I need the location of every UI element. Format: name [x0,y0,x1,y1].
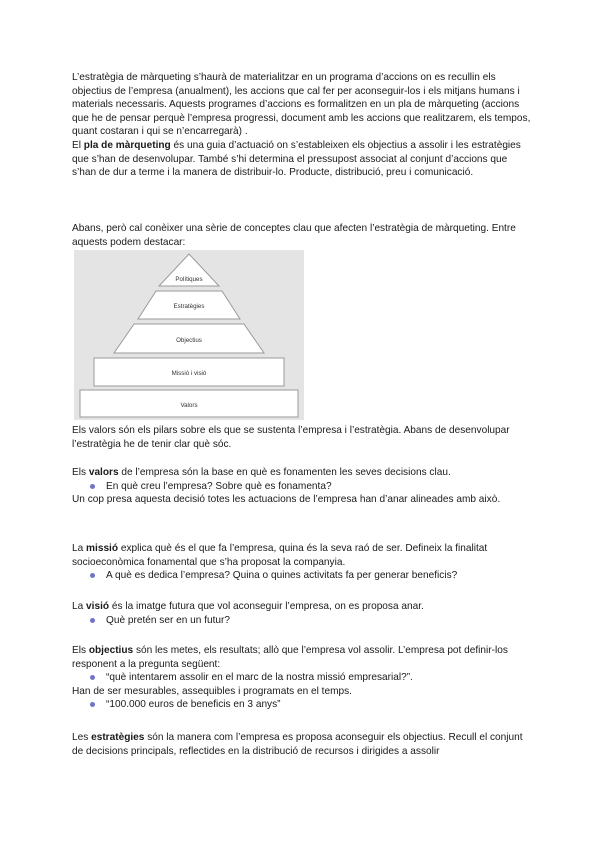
pyramid-diagram [74,250,304,420]
objectius-bullet-example: “100.000 euros de beneficis en 3 anys” [72,698,532,712]
valors-bullet: En què creu l’empresa? Sobre què es fonamenta? [72,480,532,494]
section-missio [72,542,532,583]
section-objectius [72,644,532,712]
paragraph-pilars-block [72,424,532,451]
paragraph-programa-accions: L’estratègia de màrqueting s’haurà de materialitzar en un programa d’accions on es recullin els objectius de l’empresa (anualment), les accions que cal fer per aconseguir-los i els mitjans humans i materials necessaris. Aquests programes d’accions es formalitzen en un pla de màrqueting (accions que he de pensar perquè l’empresa progressi, document amb les accions que realitzarem, els tempos, quant costaran i qui se n’encarregarà) . [72,72,531,138]
section-estrategies [72,731,532,758]
objectius-after: Han de ser mesurables, assequibles i programats en el temps. [72,685,352,697]
intro-block [72,71,532,180]
missio-bullet: A què es dedica l’empresa? Quina o quines activitats fa per generar beneficis? [72,569,532,583]
paragraph-pla-marqueting: El pla de màrqueting és una guia d’actuació on s’estableixen els objectius a assolir i les estratègies que s’han de desenvolupar. També s’hi determina el pressupost associat al conjunt d’accions que s’han de dur a terme i la manera de distribuir-lo. Producte, distribució, preu i comunicació. [72,139,521,179]
conceptes-intro [72,222,532,249]
pyramid-figure [74,250,304,420]
objectius-bullet-question: “què intentarem assolir en el marc de la nostra missió empresarial?”. [72,671,532,685]
estrategies-definition: Les estratègies són la manera com l’empresa es proposa aconseguir els objectius. Recull el conjunt de decisions principals, reflectides en la distribució de recursos i dirigides a assolir [72,732,523,757]
pyramid-label-estrategies: Estratègies [173,303,205,310]
section-valors [72,466,532,507]
missio-definition: La missió explica què és el que fa l’empresa, quina és la seva raó de ser. Defineix la finalitat socioeconòmica fonamental que s’ha proposat la companyia. [72,543,488,568]
visio-bullet: Què pretén ser en un futur? [72,614,532,628]
objectius-definition: Els objectius són les metes, els resultats; allò que l’empresa vol assolir. L’empresa pot definir-los responent a la pregunta següent: [72,645,508,670]
pyramid-label-objectius: Objectius [176,337,202,344]
pyramid-label-missio-visio: Missió i visió [171,370,207,377]
section-visio [72,600,532,627]
valors-after: Un cop presa aquesta decisió totes les actuacions de l’empresa han d’anar alineades amb això. [72,494,501,506]
pyramid-label-politiques: Polítiques [175,276,203,283]
visio-definition: La visió és la imatge futura que vol aconseguir l’empresa, on es proposa anar. [72,601,424,612]
pyramid-label-valors: Valors [180,402,198,409]
paragraph-pilars: Els valors són els pilars sobre els que se sustenta l’empresa i l’estratègia. Abans de desenvolupar l’estratègia he de tenir clar què sóc. [72,425,510,450]
paragraph-conceptes: Abans, però cal conèixer una sèrie de conceptes clau que afecten l’estratègia de màrqueting. Entre aquests podem destacar: [72,223,516,248]
valors-definition: Els valors de l’empresa són la base en què es fonamenten les seves decisions clau. [72,467,451,478]
